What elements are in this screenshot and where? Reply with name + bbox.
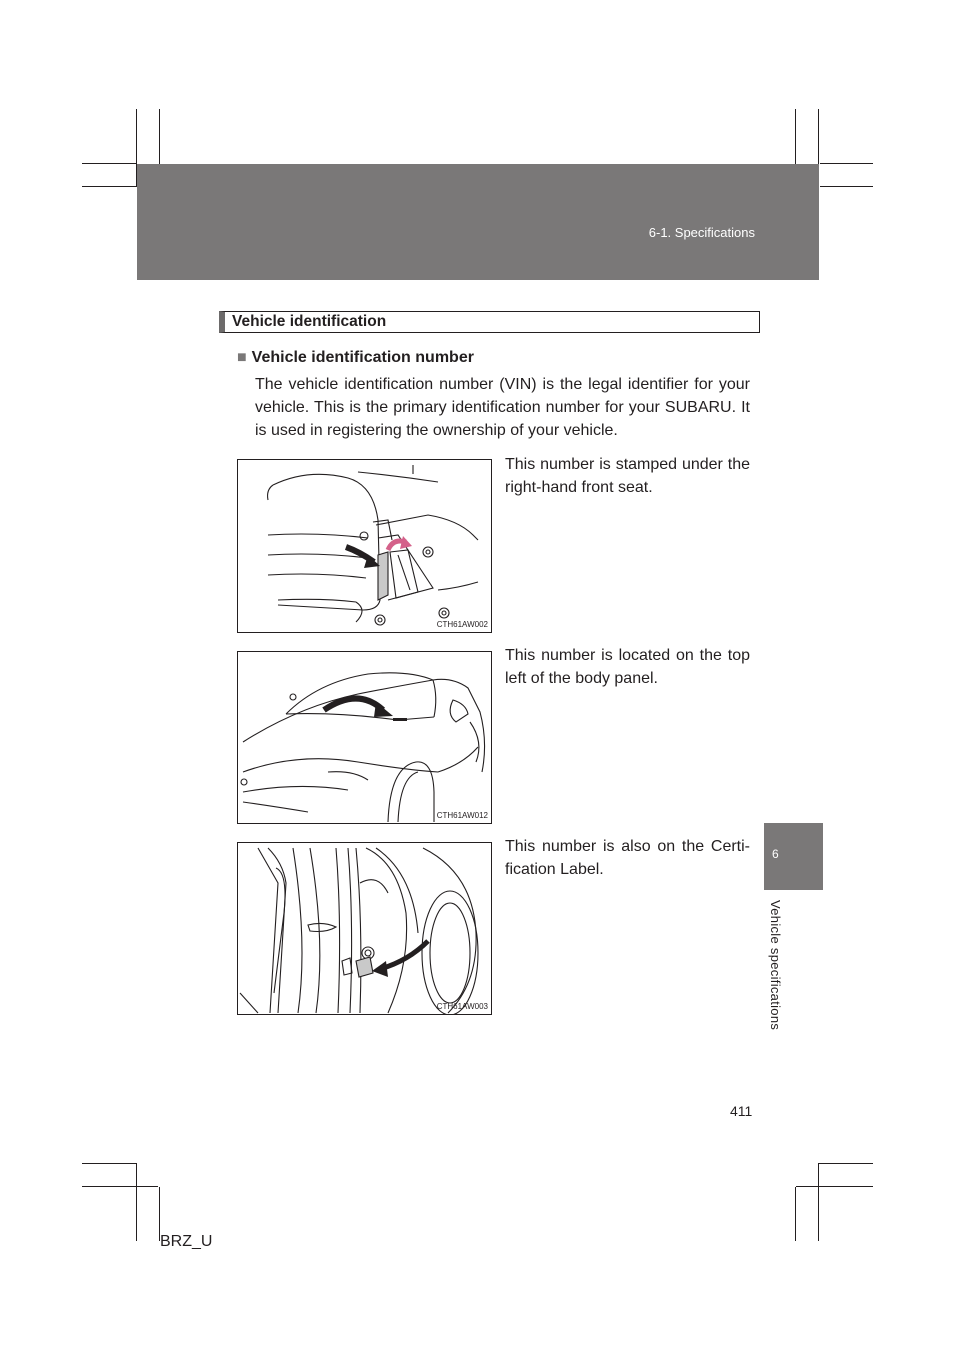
crop-mark — [82, 1163, 136, 1164]
square-bullet-icon: ■ — [237, 349, 247, 366]
figure-caption: This number is stamped under the right-hand front seat. — [505, 456, 750, 496]
seat-illustration — [238, 460, 491, 632]
crop-mark — [82, 163, 136, 164]
figure-door-pillar — [237, 842, 492, 1015]
crop-mark — [159, 109, 160, 164]
car-illustration — [238, 652, 491, 823]
document-code: BRZ_U — [160, 1233, 213, 1250]
subheading — [237, 349, 474, 367]
section-heading-text: Vehicle identification — [232, 313, 387, 330]
figure-code: CTH61AW002 — [436, 620, 488, 629]
subheading-text: Vehicle identification number — [251, 349, 474, 366]
chapter-number: 6 — [772, 847, 779, 861]
chapter-title: Vehicle specifications — [768, 900, 783, 1031]
intro-paragraph: The vehicle identification number (VIN) is the legal identifier for your vehicle. This is the primary identification number for your SUBARU. It is used in registering the ownership of your vehicle. — [255, 376, 750, 439]
crop-mark — [818, 1163, 873, 1164]
chapter-tab — [764, 823, 823, 890]
header-band — [137, 164, 819, 280]
crop-mark — [82, 1186, 158, 1187]
figure-code: CTH61AW003 — [436, 1002, 488, 1011]
figure-car — [237, 651, 492, 824]
section-heading — [219, 311, 760, 333]
crop-mark — [82, 186, 136, 187]
figure-caption: This number is located on the top left of the body panel. — [505, 647, 750, 687]
section-reference: 6-1. Specifications — [648, 225, 755, 240]
crop-mark — [820, 163, 873, 164]
crop-mark — [796, 1186, 873, 1187]
door-pillar-illustration — [238, 843, 491, 1014]
crop-mark — [136, 1163, 137, 1241]
crop-mark — [818, 1163, 819, 1241]
crop-mark — [795, 109, 796, 164]
page-number: 411 — [730, 1103, 753, 1119]
figure-code: CTH61AW012 — [436, 811, 488, 820]
figure-seat — [237, 459, 492, 633]
crop-mark — [795, 1187, 796, 1241]
figure-caption: This number is also on the Certi-fication Label. — [505, 838, 750, 878]
crop-mark — [820, 186, 873, 187]
